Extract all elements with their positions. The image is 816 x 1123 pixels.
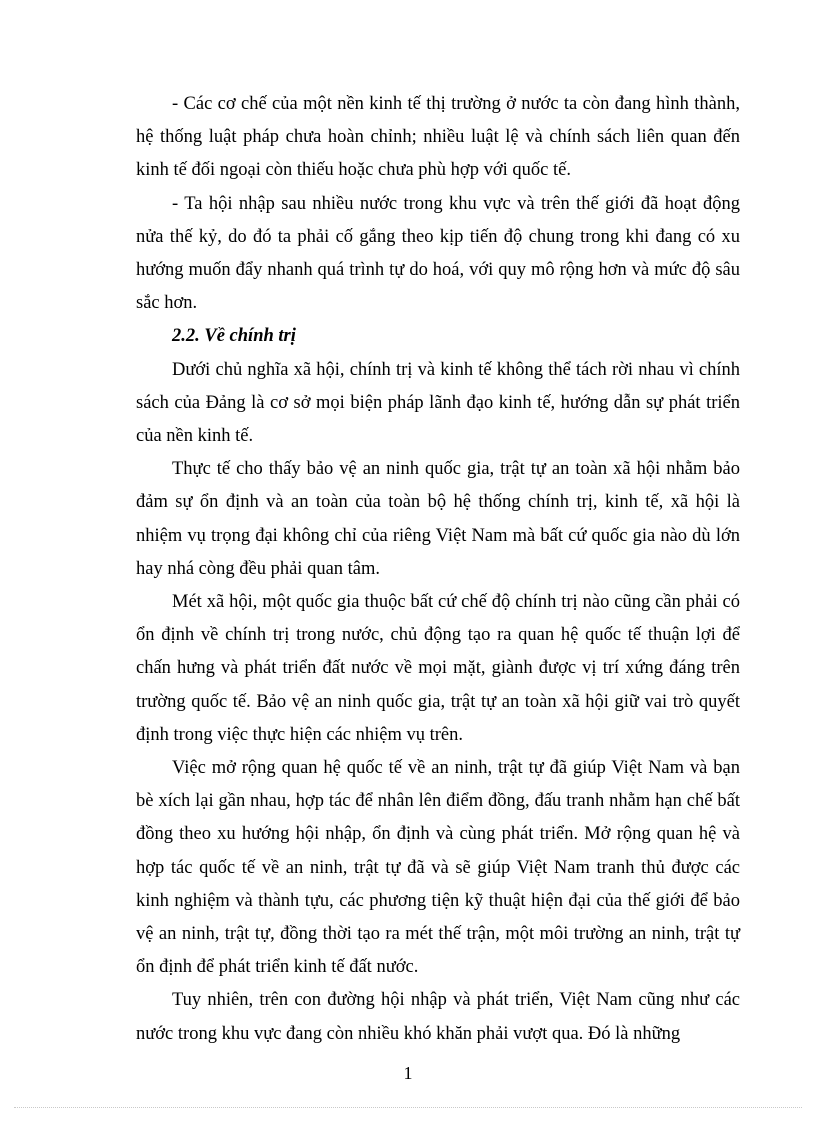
paragraph-market-mechanisms: - Các cơ chế của một nền kinh tế thị trường ở nước ta còn đang hình thành, hệ thống luật pháp chưa hoàn chỉnh; nhiều luật lệ và chính sách liên quan đến kinh tế đối ngoại còn thiếu hoặc chưa phù hợp với quốc tế.: [136, 94, 740, 181]
paragraph-late-integration: - Ta hội nhập sau nhiều nước trong khu vực và trên thế giới đã hoạt động nửa thế kỷ, do đó ta phải cố gắng theo kịp tiến độ chung trong khi đang có xu hướng muốn đẩy nhanh quá trình tự do hoá, với quy mô rộng hơn và mức độ sâu sắc hơn.: [136, 193, 740, 314]
paragraph-socialism-politics: Dưới chủ nghĩa xã hội, chính trị và kinh tế không thể tách rời nhau vì chính sách của Đảng là cơ sở mọi biện pháp lãnh đạo kinh tế, hướng dẫn sự phát triển của nền kinh tế.: [136, 359, 740, 447]
paragraph-international-relations: Việc mở rộng quan hệ quốc tế về an ninh, trật tự đã giúp Việt Nam và bạn bè xích lại gần nhau, hợp tác để nhân lên điểm đồng, đấu tranh nhằm hạn chế bất đồng theo xu hướng hội nhập, ổn định và cùng phát triển. Mở rộng quan hệ và hợp tác quốc tế về an ninh, trật tự đã và sẽ giúp Việt Nam tranh thủ được các kinh nghiệm và thành tựu, các phương tiện kỹ thuật hiện đại của thế giới để bảo vệ an ninh, trật tự, đồng thời tạo ra mét thế trận, một môi trường an ninh, trật tự ổn định để phát triển kinh tế đất nước.: [136, 758, 740, 978]
page-bottom-divider: [14, 1107, 802, 1108]
section-heading: 2.2. Về chính trị: [172, 326, 296, 347]
paragraph-national-security: Thực tế cho thấy bảo vệ an ninh quốc gia, trật tự an toàn xã hội nhằm bảo đảm sự ổn định và an toàn của toàn bộ hệ thống chính trị, kinh tế, xã hội là nhiệm vụ trọng đại không chỉ của riêng Việt Nam mà bất cứ quốc gia nào dù lớn hay nhá còng đều phải quan tâm.: [136, 459, 740, 579]
paragraph-political-stability: Mét xã hội, một quốc gia thuộc bất cứ chế độ chính trị nào cũng cần phải có ổn định về chính trị trong nước, chủ động tạo ra quan hệ quốc tế thuận lợi để chấn hưng và phát triển đất nước về mọi mặt, giành được vị trí xứng đáng trên trường quốc tế. Bảo vệ an ninh quốc gia, trật tự an toàn xã hội giữ vai trò quyết định trong việc thực hiện các nhiệm vụ trên.: [136, 592, 740, 745]
body-text: [136, 88, 740, 1051]
page-number: 1: [403, 1063, 413, 1083]
paragraph-challenges: Tuy nhiên, trên con đường hội nhập và phát triển, Việt Nam cũng như các nước trong khu vực đang còn nhiều khó khăn phải vượt qua. Đó là những: [136, 990, 740, 1044]
